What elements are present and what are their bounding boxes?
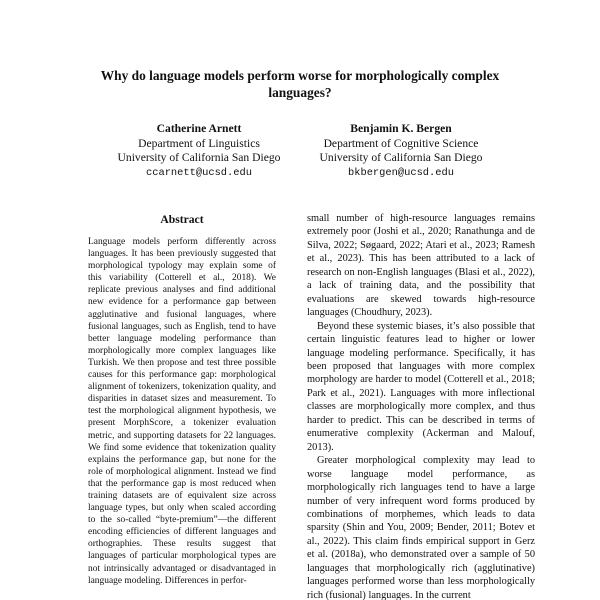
abstract-text: Language models perform differently across languages. It has been previously suggested that morphological typology may explain some of this variability (Cotterell et al., 2018). We replicate previous analyses and find additional new evidence for a performance gap between agglutinative and fusional languages, where fusional languages, such as English, tend to have better language modeling performance than morphologically more complex languages like Turkish. We then propose and test three possible causes for this performance gap: morphological alignment of tokenizers, tokenization quality, and disparities in dataset sizes and measurement. To test the morphological alignment hypothesis, we present MorphScore, a tokenizer evaluation metric, and supporting datasets for 22 languages. We find some evidence that tokenization quality explains the performance gap, but none for the role of morphological alignment. Instead we find that the performance gap is most reduced when training datasets are of equivalent size across language types, but only when scaled according to the so-called “byte-premium”—the different encoding efficiencies of different languages and orthographies. These results suggest that languages of particular morphological types are not intrinsically advantaged or disadvantaged in language modeling. Differences in perfor- bbox=[88, 237, 276, 586]
body-paragraph-1: small number of high-resource languages remains extremely poor (Joshi et al., 2020; Ranathunga and de Silva, 2022; Søgaard, 2022; Atari et al., 2023; Ramesh et al., 2023). This has been attributed to a lack of research on non-English languages (Blasi et al., 2022), a lack of training data, and the possibility that evaluations are skewed towards high-resource languages (Choudhury, 2023). bbox=[307, 213, 535, 319]
body-column-right bbox=[307, 212, 535, 600]
body-paragraph-3: Greater morphological complexity may lead to worse language model performance, as morphologically rich languages tend to have a large number of very infrequent word forms produced by combinations of morphemes, which leads to data sparsity (Shin and You, 2009; Bender, 2011; Botev et al., 2022). This claim finds empirical support in Gerz et al. (2018a), who demonstrated over a sample of 50 languages that morphologically rich (agglutinative) languages performed worse than less morphologically rich (fusional) languages. In the current bbox=[307, 455, 535, 600]
paper-title: Why do language models perform worse for morphologically complex languages? bbox=[100, 68, 500, 100]
author-1-department: Department of Linguistics bbox=[138, 136, 260, 150]
author-2-institution: University of California San Diego bbox=[319, 151, 483, 165]
author-1 bbox=[89, 122, 309, 180]
abstract-heading: Abstract bbox=[160, 213, 204, 226]
author-1-institution: University of California San Diego bbox=[117, 151, 281, 165]
author-2-department: Department of Cognitive Science bbox=[323, 136, 479, 150]
author-2 bbox=[291, 122, 511, 180]
author-1-email[interactable]: ccarnett@ucsd.edu bbox=[145, 166, 252, 179]
author-2-name: Benjamin K. Bergen bbox=[350, 122, 452, 135]
author-2-email[interactable]: bkbergen@ucsd.edu bbox=[347, 166, 454, 179]
author-1-name: Catherine Arnett bbox=[156, 122, 242, 135]
body-paragraph-2: Beyond these systemic biases, it’s also possible that certain linguistic features lead to higher or lower language modeling performance. Specifically, it has been proposed that languages with more complex morphology are harder to model (Cotterell et al., 2018; Park et al., 2021). Languages with more inflectional classes are morphologically more complex, and thus harder to predict. This can be described in terms of enumerative complexity (Ackerman and Malouf, 2013). bbox=[307, 320, 535, 453]
